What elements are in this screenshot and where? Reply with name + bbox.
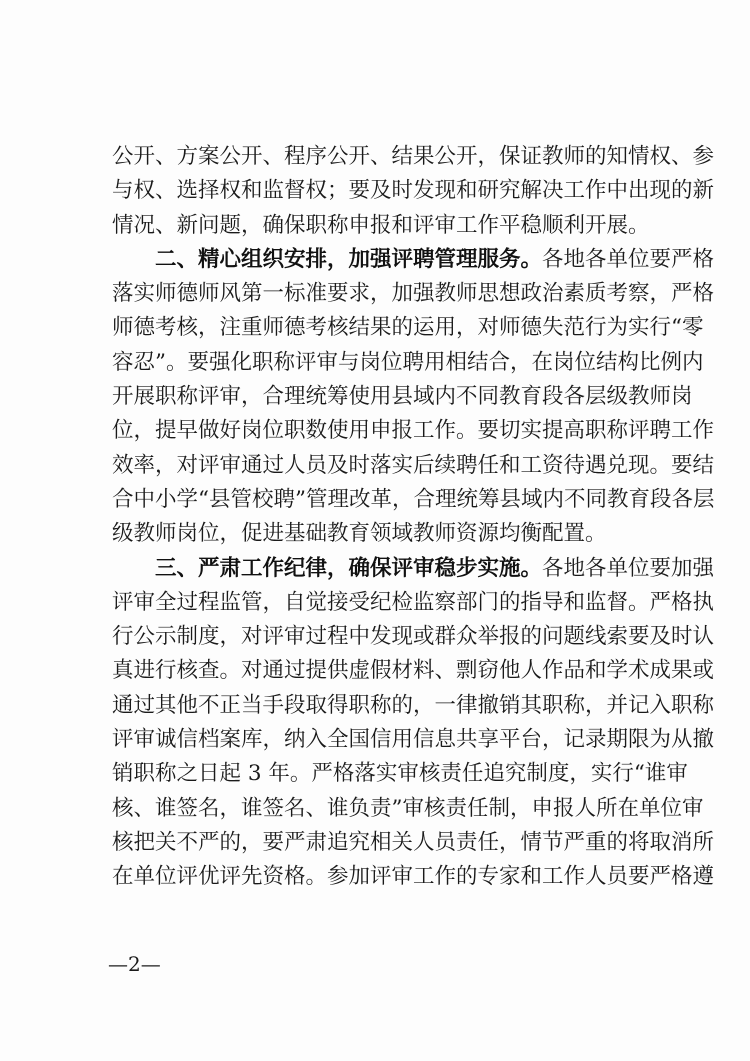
section-heading: 二、精心组织安排，加强评聘管理服务。 [155, 246, 543, 272]
text-line: 评审诚信档案库，纳入全国信用信息共享平台，记录期限为从撤 [112, 727, 715, 753]
section-heading: 三、严肃工作纪律，确保评审稳步实施。 [155, 555, 543, 581]
text-line: 位，提早做好岗位职数使用申报工作。要切实提高职称评聘工作 [112, 418, 715, 444]
text-line: 与权、选择权和监督权；要及时发现和研究解决工作中出现的新 [112, 178, 715, 204]
text-line: 情况、新问题，确保职称申报和评审工作平稳顺利开展。 [112, 212, 650, 238]
text-line: 合中小学“县管校聘”管理改革，合理统筹县域内不同教育段各层 [112, 486, 715, 512]
text-line: 效率，对评审通过人员及时落实后续聘任和工资待遇兑现。要结 [112, 452, 715, 478]
text-line: 行公示制度，对评审过程中发现或群众举报的问题线索要及时认 [112, 624, 715, 650]
text-line: 核、谁签名，谁签名、谁负责”审核责任制，申报人所在单位审 [112, 795, 704, 821]
text-line: 开展职称评审，合理统筹使用县域内不同教育段各层级教师岗 [112, 384, 693, 410]
text-line: 销职称之日起 3 年。严格落实审核责任追究制度，实行“谁审 [112, 761, 688, 787]
text-line: 真进行核查。对通过提供虚假材料、剽窃他人作品和学术成果或 [112, 658, 715, 684]
section-heading-line: 二、精心组织安排，加强评聘管理服务。各地各单位要严格 [155, 246, 715, 272]
body-text [112, 140, 715, 895]
text-line: 级教师岗位，促进基础教育领域教师资源均衡配置。 [112, 521, 607, 547]
text-line: 通过其他不正当手段取得职称的，一律撤销其职称，并记入职称 [112, 692, 715, 718]
text-line: 评审全过程监管，自觉接受纪检监察部门的指导和监督。严格执 [112, 589, 715, 615]
text-line: 容忍”。要强化职称评审与岗位聘用相结合，在岗位结构比例内 [112, 349, 704, 375]
text-line: 落实师德师风第一标准要求，加强教师思想政治素质考察，严格 [112, 281, 715, 307]
text-line: 核把关不严的，要严肃追究相关人员责任，情节严重的将取消所 [112, 829, 715, 855]
page-number: —2— [108, 952, 161, 976]
section-heading-line: 三、严肃工作纪律，确保评审稳步实施。各地各单位要加强 [155, 555, 715, 581]
text-line: 师德考核，注重师德考核结果的运用，对师德失范行为实行“零 [112, 315, 704, 341]
text-line: 公开、方案公开、程序公开、结果公开，保证教师的知情权、参 [112, 144, 715, 169]
text-line: 在单位评优评先资格。参加评审工作的专家和工作人员要严格遵 [112, 864, 715, 890]
